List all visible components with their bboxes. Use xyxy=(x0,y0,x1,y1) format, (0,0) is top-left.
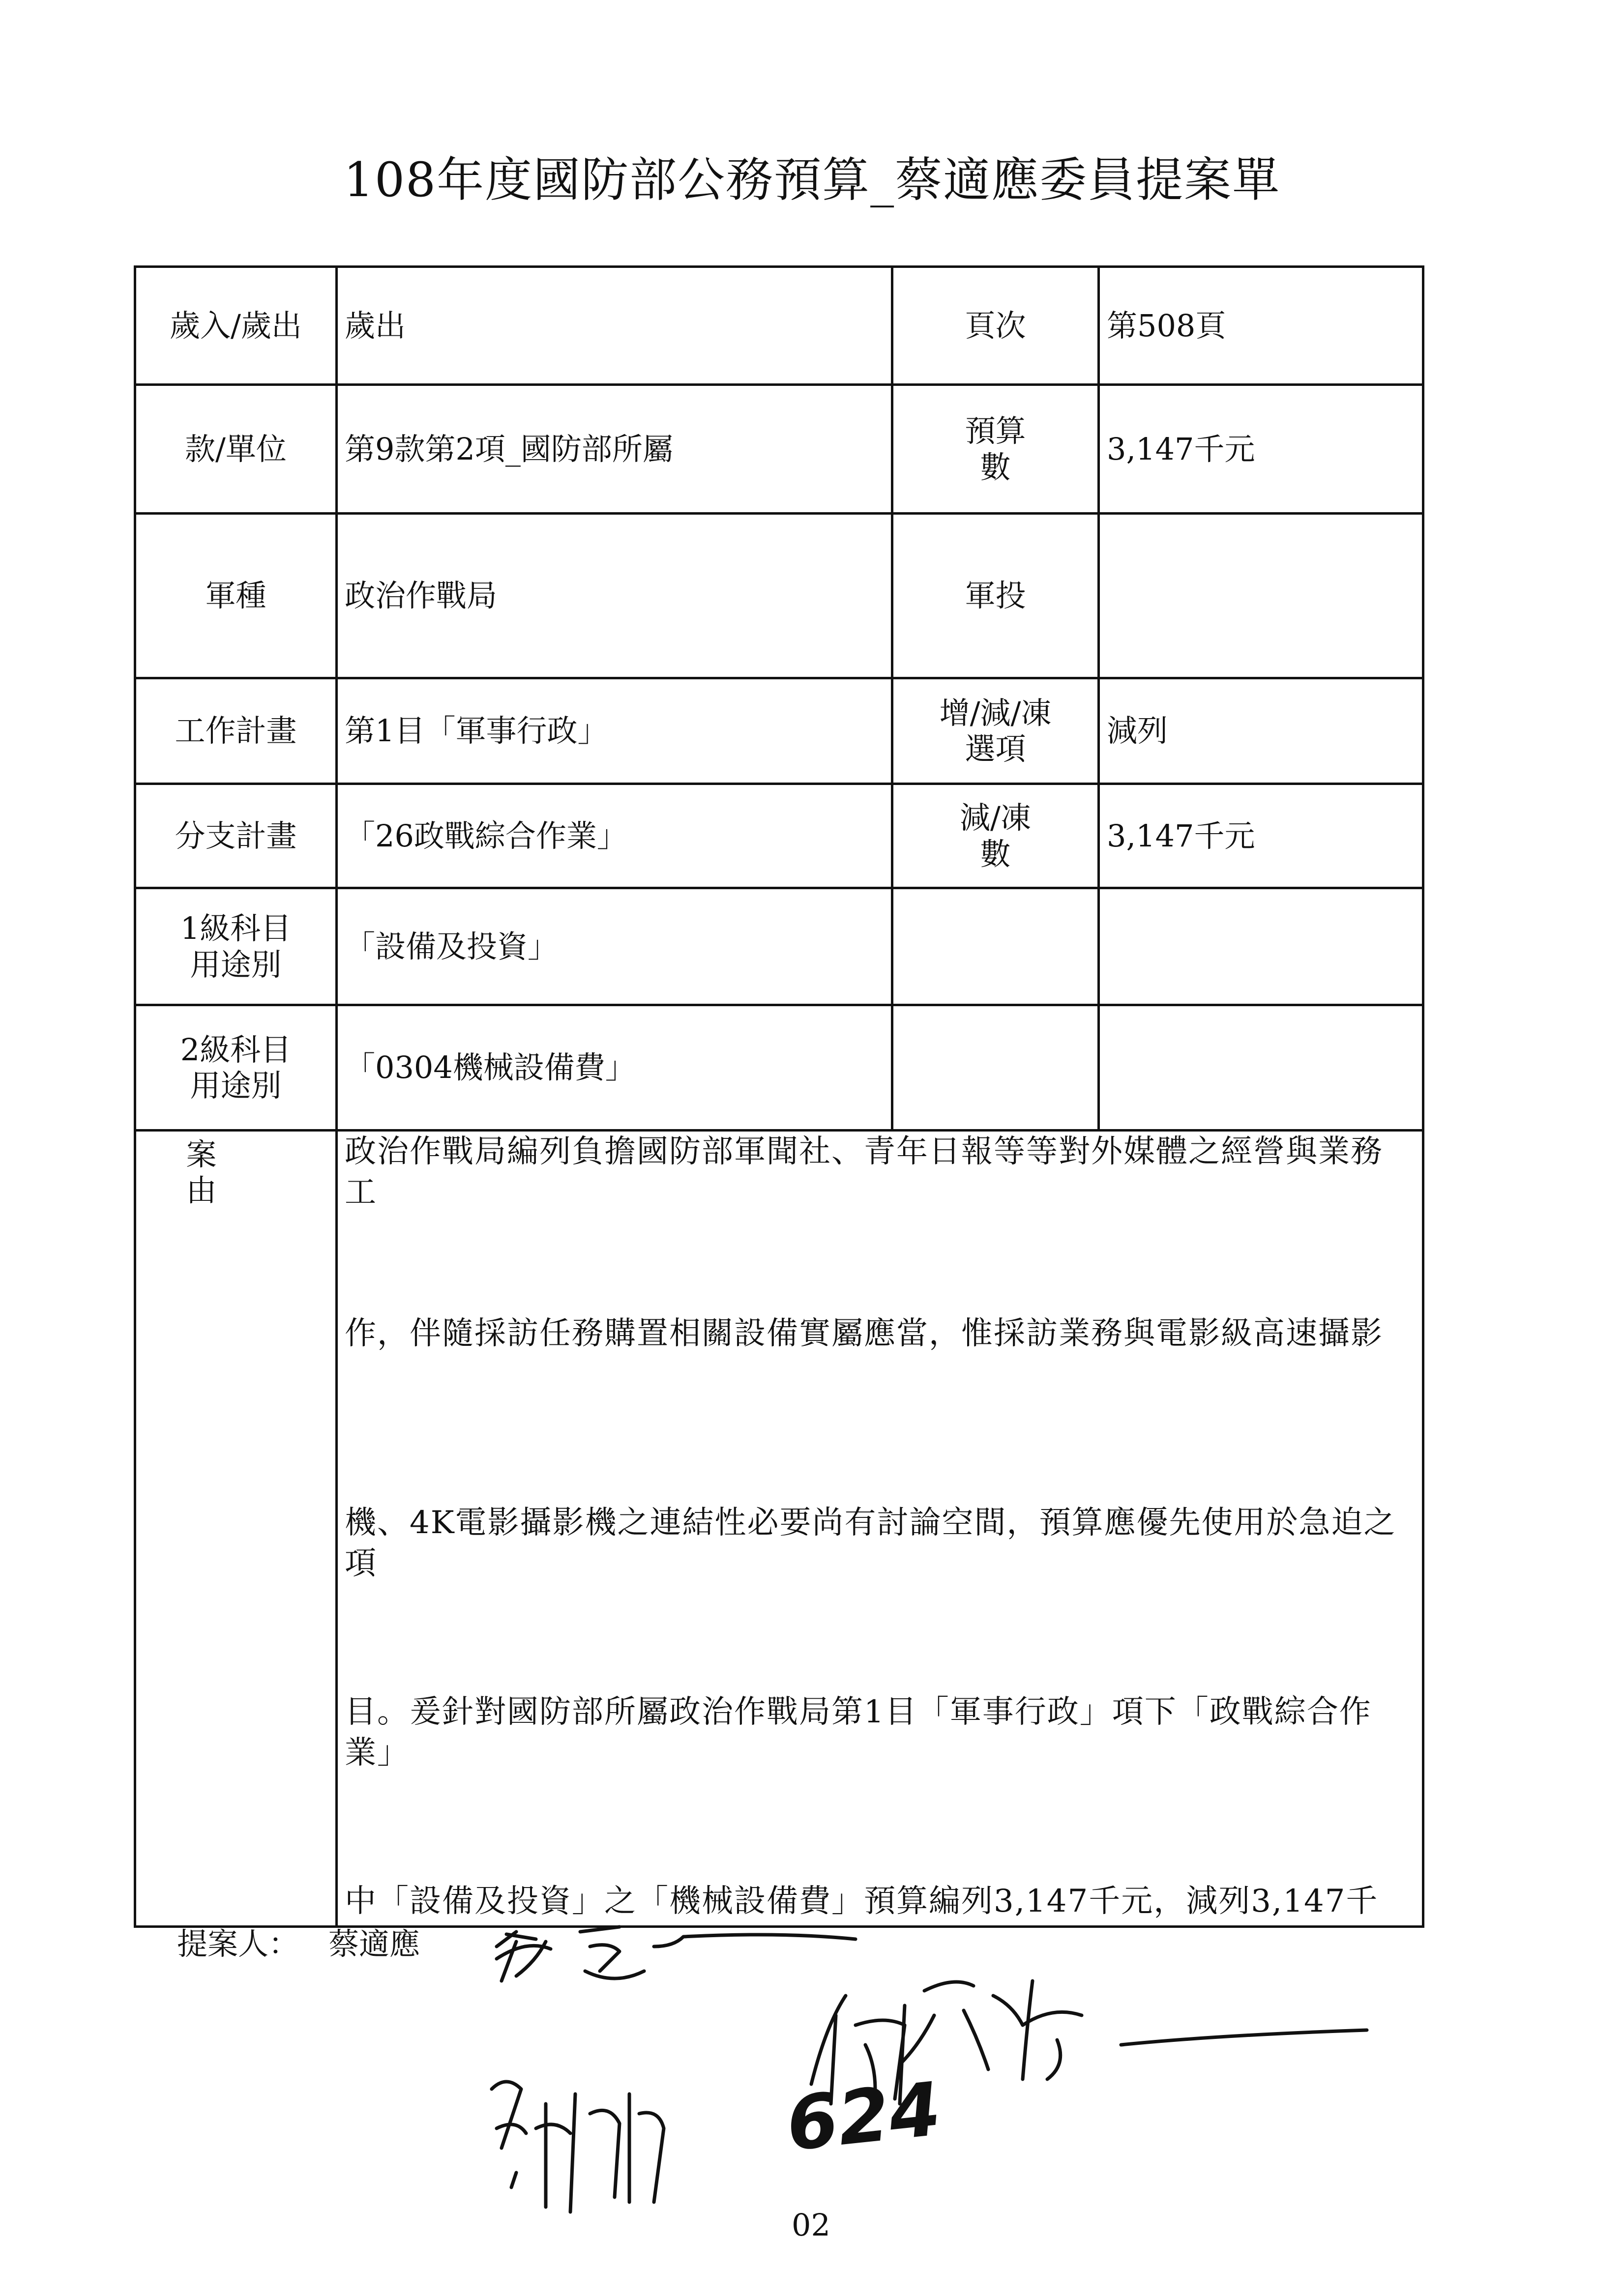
reason-label: 案由 xyxy=(135,1131,337,1927)
field-label-right xyxy=(892,514,1099,678)
signature-proposer xyxy=(497,1927,856,1981)
field-value xyxy=(337,784,892,888)
field-value-text: 「設備及投資」 xyxy=(345,928,559,964)
proposer-label: 提案人： xyxy=(177,1926,299,1962)
field-label xyxy=(135,784,337,888)
field-value-right xyxy=(1099,678,1423,784)
field-value-right-text: 3,147千元 xyxy=(1107,431,1255,467)
field-value xyxy=(337,514,892,678)
page-title: 108年度國防部公務預算_蔡適應委員提案單 xyxy=(343,152,1281,207)
field-value-right-text: 3,147千元 xyxy=(1107,817,1255,854)
field-label-text: 款/單位 xyxy=(185,431,287,467)
field-value-right-text: 第508頁 xyxy=(1107,307,1226,344)
field-value-right xyxy=(1099,888,1423,1005)
field-value xyxy=(337,385,892,514)
field-value-text: 歲出 xyxy=(345,307,406,344)
reason-row xyxy=(135,1131,1423,1927)
field-value xyxy=(337,888,892,1005)
field-value-text: 政治作戰局 xyxy=(345,578,498,614)
field-value-text: 「26政戰綜合作業」 xyxy=(345,817,627,854)
field-value-text: 「0304機械設備費」 xyxy=(345,1049,636,1086)
field-label xyxy=(135,385,337,514)
field-label xyxy=(135,1005,337,1131)
reason-line: 作，伴隨採訪任務購置相關設備實屬應當，惟採訪業務與電影級高速攝影 xyxy=(345,1315,1383,1352)
form-row xyxy=(135,385,1423,514)
field-value-right xyxy=(1099,385,1423,514)
field-label-right xyxy=(892,888,1099,1005)
field-value-right xyxy=(1099,784,1423,888)
field-label-right xyxy=(892,267,1099,385)
field-value xyxy=(337,678,892,784)
field-value-text: 第9款第2項_國防部所屬 xyxy=(345,431,673,467)
field-label xyxy=(135,678,337,784)
reason-line: 機、4K電影攝影機之連結性必要尚有討論空間，預算應優先使用於急迫之項 xyxy=(345,1505,1396,1582)
field-label xyxy=(135,267,337,385)
field-label-right-text: 頁次 xyxy=(965,307,1026,344)
field-label-right xyxy=(892,784,1099,888)
field-value-right xyxy=(1099,514,1423,678)
field-value-text: 第1目「軍事行政」 xyxy=(345,713,608,749)
field-label-text: 工作計畫 xyxy=(175,713,297,749)
field-label-text: 1級科目 用途別 xyxy=(180,910,292,983)
field-label-right-text: 軍投 xyxy=(965,578,1026,614)
field-label-right xyxy=(892,678,1099,784)
form-row xyxy=(135,678,1423,784)
reason-text xyxy=(337,1131,1423,1927)
reason-line: 目。爰針對國防部所屬政治作戰局第1目「軍事行政」項下「政戰綜合作業」 xyxy=(345,1694,1372,1772)
field-label-right-text: 預算 數 xyxy=(965,413,1026,485)
page-number-handwritten: 624 xyxy=(782,2066,945,2168)
field-label-text: 軍種 xyxy=(205,578,266,614)
form-row xyxy=(135,888,1423,1005)
form-row xyxy=(135,514,1423,678)
field-label xyxy=(135,888,337,1005)
reason-line: 中「設備及投資」之「機械設備費」預算編列3,147千元，減列3,147千 xyxy=(345,1883,1379,1919)
proposal-form xyxy=(134,265,1424,1928)
field-label-text: 分支計畫 xyxy=(175,817,297,854)
field-label-right-text: 減/凍 數 xyxy=(960,800,1031,872)
page-suffix: 02 xyxy=(792,2207,830,2243)
form-row xyxy=(135,1005,1423,1131)
field-label xyxy=(135,514,337,678)
proposer-line xyxy=(177,1919,420,1963)
signature-lower-left xyxy=(492,2082,664,2212)
form-row xyxy=(135,267,1423,385)
proposer-name: 蔡適應 xyxy=(328,1926,420,1962)
field-value-right-text: 減列 xyxy=(1107,713,1168,749)
field-label-right xyxy=(892,385,1099,514)
field-label-text: 2級科目 用途別 xyxy=(180,1031,292,1104)
form-row xyxy=(135,784,1423,888)
field-value xyxy=(337,1005,892,1131)
field-value-right xyxy=(1099,1005,1423,1131)
field-value-right xyxy=(1099,267,1423,385)
field-label-right xyxy=(892,1005,1099,1131)
field-label-right-text: 增/減/凍 選項 xyxy=(939,695,1052,767)
field-value xyxy=(337,267,892,385)
field-label-text: 歲入/歲出 xyxy=(170,307,302,344)
reason-line: 政治作戰局編列負擔國防部軍聞社、青年日報等等對外媒體之經營與業務工 xyxy=(345,1133,1383,1211)
